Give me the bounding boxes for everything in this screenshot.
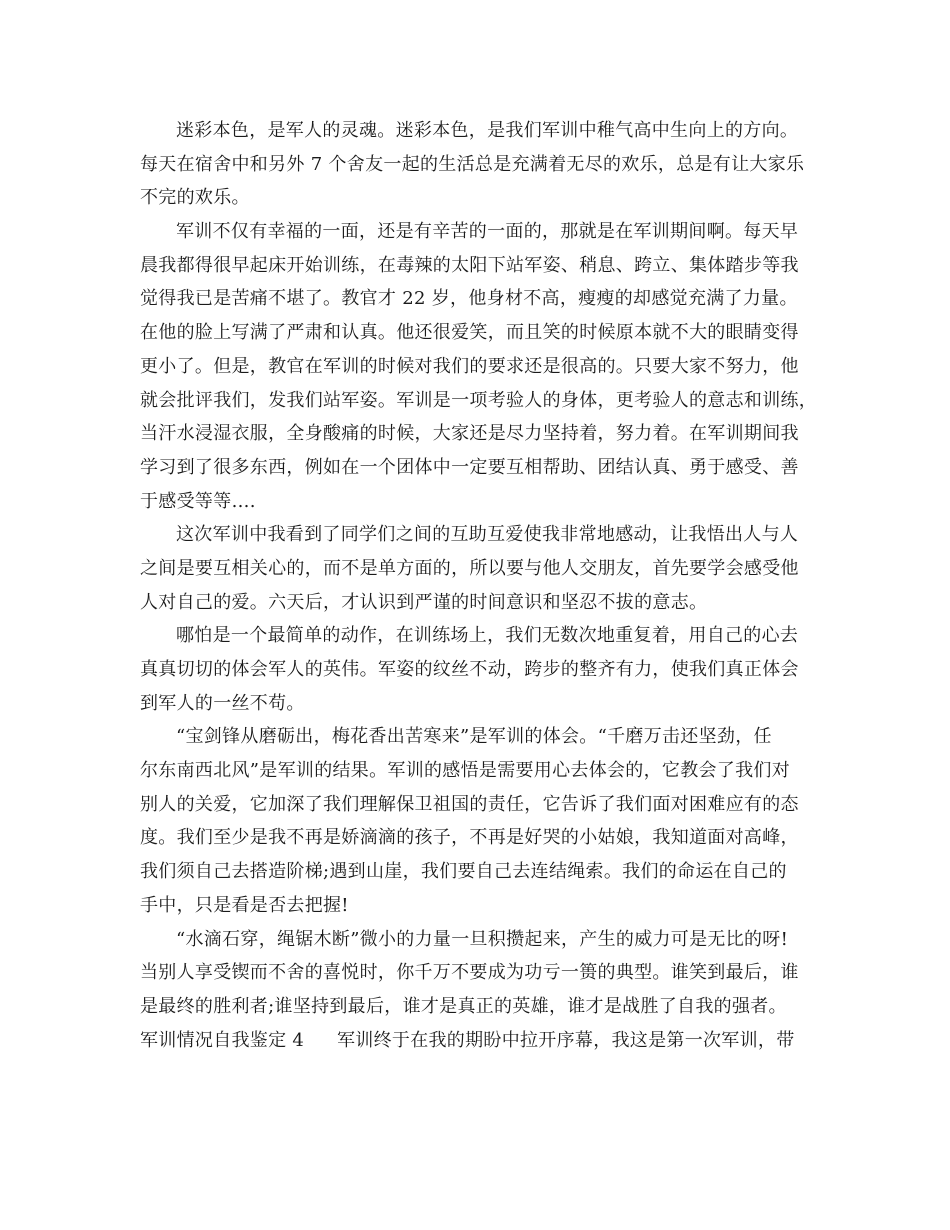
section-heading-line: [140, 1024, 820, 1058]
paragraph-first-line: “宝剑锋从磨砺出，梅花香出苦寒来”是军训的体会。“千磨万击还坚劲，任: [176, 726, 772, 748]
document-body: [140, 114, 820, 1057]
paragraph-line: 更小了。但是，教官在军训的时候对我们的要求还是很高的。只要大家不努力，他: [140, 355, 799, 377]
paragraph-line: 真真切切的体会军人的英伟。军姿的纹丝不动，跨步的整齐有力，使我们真正体会: [140, 659, 799, 680]
section-first-sentence: 军训终于在我的期盼中拉开序幕，我这是第一次军训，带: [337, 1029, 795, 1051]
paragraph-line: 别人的关爱，它加深了我们理解保卫祖国的责任，它告诉了我们面对困难应有的态: [140, 793, 799, 815]
paragraph-first-line: 哪怕是一个最简单的动作，在训练场上，我们无数次地重复着，用自己的心去: [176, 625, 799, 647]
paragraph-first-line: 迷彩本色，是军人的灵魂。迷彩本色，是我们军训中稚气高中生向上的方向。: [176, 120, 799, 141]
paragraph-line: 到军人的一丝不苟。: [140, 692, 305, 714]
paragraph-line: 学习到了很多东西，例如在一个团体中一定要互相帮助、团结认真、勇于感受、善: [140, 456, 799, 478]
paragraph-first-line: 军训不仅有幸福的一面，还是有辛苦的一面的，那就是在军训期间啊。每天早: [176, 221, 799, 243]
paragraph-line: 是最终的胜利者;谁坚持到最后，谁才是真正的英雄，谁才是战胜了自我的强者。: [140, 995, 787, 1017]
paragraph-line: 于感受等等….: [140, 490, 256, 512]
paragraph-line: 人对自己的爱。六天后，才认识到严谨的时间意识和坚忍不拔的意志。: [140, 591, 708, 613]
paragraph-line: 不完的欢乐。: [140, 187, 250, 209]
paragraph-first-line: “水滴石穿，绳锯木断”微小的力量一旦积攒起来，产生的威力可是无比的呀!: [176, 928, 789, 950]
paragraph-line: 我们须自己去搭造阶梯;遇到山崖，我们要自己去连结绳索。我们的命运在自己的: [140, 861, 787, 883]
paragraph-line: 觉得我已是苦痛不堪了。教官才 22 岁，他身材不高，瘦瘦的却感觉充满了力量。: [140, 288, 798, 310]
paragraph-line: 当汗水浸湿衣服，全身酸痛的时候，大家还是尽力坚持着，努力着。在军训期间我: [140, 423, 799, 445]
paragraph-line: 之间是要互相关心的，而不是单方面的，所以要与他人交朋友，首先要学会感受他: [140, 557, 799, 579]
paragraph-first-line: 这次军训中我看到了同学们之间的互助互爱使我非常地感动，让我悟出人与人: [176, 524, 799, 546]
paragraph-line: 度。我们至少是我不再是娇滴滴的孩子，不再是好哭的小姑娘，我知道面对高峰，: [140, 827, 799, 849]
paragraph-line: 就会批评我们，发我们站军姿。军训是一项考验人的身体，更考验人的意志和训练，: [140, 389, 818, 411]
paragraph-line: 当别人享受锲而不舍的喜悦时，你千万不要成为功亏一篑的典型。谁笑到最后，谁: [140, 962, 799, 984]
paragraph-line: 晨我都得很早起床开始训练，在毒辣的太阳下站军姿、稍息、跨立、集体踏步等我: [140, 254, 799, 276]
paragraph-line: 尔东南西北风”是军训的结果。军训的感悟是需要用心去体会的，它教会了我们对: [140, 760, 790, 782]
section-heading: 军训情况自我鉴定 4: [140, 1029, 305, 1051]
paragraph-line: 在他的脸上写满了严肃和认真。他还很爱笑，而且笑的时候原本就不大的眼睛变得: [140, 322, 799, 344]
paragraph-line: 手中，只是看是否去把握!: [140, 894, 349, 916]
paragraph-line: 每天在宿舍中和另外 7 个舍友一起的生活总是充满着无尽的欢乐，总是有让大家乐: [140, 153, 805, 175]
